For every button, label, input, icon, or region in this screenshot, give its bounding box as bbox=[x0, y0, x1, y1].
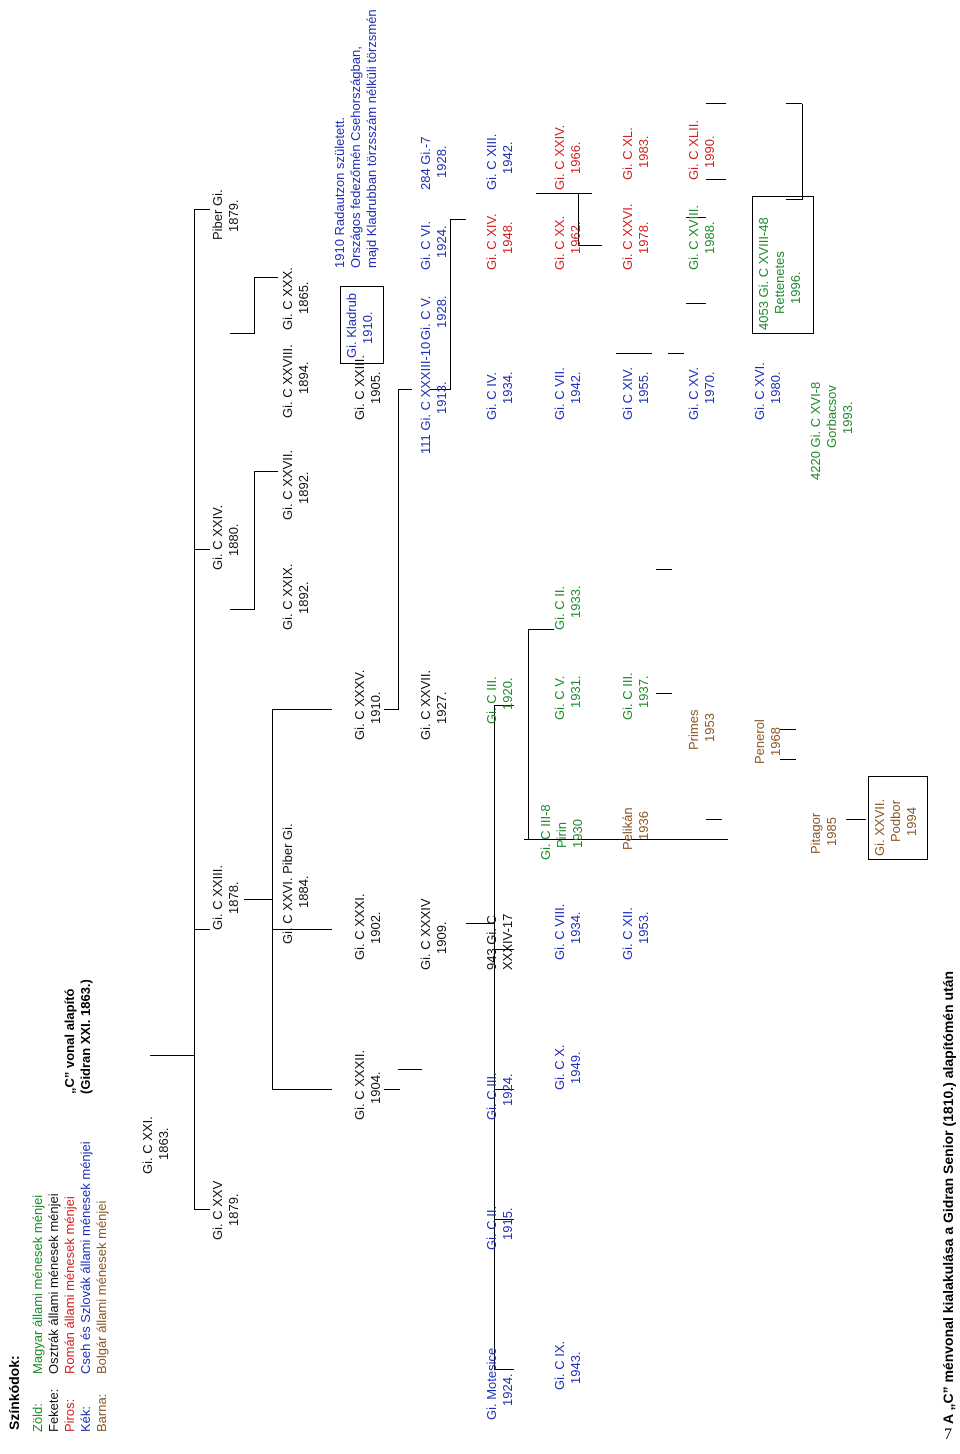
node-penerol-1968-name: Penerol bbox=[752, 719, 767, 764]
connector-line bbox=[616, 353, 652, 354]
node-c40-1983-year: 1983. bbox=[636, 135, 651, 168]
connector-line bbox=[254, 472, 255, 610]
node-motesice-1924-year: 1924. bbox=[500, 1373, 515, 1406]
connector-line bbox=[254, 277, 278, 278]
node-c16-1980-year: 1980. bbox=[768, 371, 783, 404]
node-c14-1948-year: 1948. bbox=[500, 221, 515, 254]
connector-line bbox=[384, 1089, 400, 1090]
connector-line bbox=[384, 709, 398, 710]
node-c20-1962-name: Gi. C XX. bbox=[552, 215, 567, 270]
node-c13-1942-year: 1942. bbox=[500, 141, 515, 174]
node-c35-1910-year: 1910. bbox=[368, 691, 383, 724]
node-primes-1953-year: 1953 bbox=[702, 713, 717, 742]
node-c24-1966-year: 1966. bbox=[568, 141, 583, 174]
node-c7-1942-name: Gi. C VII. bbox=[552, 367, 567, 420]
connector-line bbox=[398, 390, 399, 710]
founder-heading-line2: (Gidran XXI. 1863.) bbox=[78, 979, 93, 1094]
node-c5-1931-name: Gi. C V. bbox=[552, 675, 567, 720]
page-number: 7 bbox=[944, 1426, 952, 1443]
node-c4-1934-name: Gi. C IV. bbox=[484, 372, 499, 420]
node-c3-1920-year: 1920. bbox=[500, 677, 515, 710]
node-c35-1910-name: Gi. C XXXV. bbox=[352, 669, 367, 740]
node-c6-1924-name: Gi. C VI. bbox=[418, 220, 433, 270]
connector-line bbox=[398, 1069, 422, 1070]
connector-line bbox=[254, 471, 278, 472]
connector-line bbox=[194, 1209, 210, 1210]
node-c29-1892-name: Gi. C XXIX. bbox=[280, 563, 295, 630]
node-c26-1978-name: Gi. C XXVI. bbox=[620, 203, 635, 270]
node-c3-1920-name: Gi. C III. bbox=[484, 676, 499, 724]
node-c23-1905-name: Gi. C XXIII. bbox=[352, 354, 367, 420]
node-c2-1933-year: 1933. bbox=[568, 585, 583, 618]
node-g284-1928-name: 284 Gi.-7 bbox=[418, 136, 433, 190]
legend-text-brown: Bolgár állami ménesek ménjei bbox=[94, 1200, 109, 1374]
node-c14-1955-year: 1955. bbox=[636, 371, 651, 404]
node-c42-1990-name: Gi. C XLII. bbox=[686, 120, 701, 180]
note-line2: Országos fedezőmén Csehországban, bbox=[348, 46, 363, 268]
node-c3-8-1930-sub: Pirin bbox=[554, 821, 569, 848]
node-root-year: 1863. bbox=[156, 1127, 171, 1160]
node-pelikan-1936-year: 1936 bbox=[636, 811, 651, 840]
node-c14-1880-year: 1880. bbox=[226, 523, 241, 556]
connector-line bbox=[686, 303, 706, 304]
connector-line bbox=[656, 693, 672, 694]
node-c3-1924-year: 1924. bbox=[500, 1073, 515, 1106]
connector-line bbox=[244, 899, 272, 900]
node-c10-1949-year: 1949. bbox=[568, 1051, 583, 1084]
node-c18-1988-year: 1988. bbox=[702, 221, 717, 254]
legend-key-blue: Kék: bbox=[78, 1405, 93, 1432]
connector-line bbox=[450, 219, 466, 220]
node-c27-1892-name: Gi. C XXVII. bbox=[280, 449, 295, 520]
node-c4-1934-year: 1934. bbox=[500, 371, 515, 404]
node-c14-1948-name: Gi. C XIV. bbox=[484, 213, 499, 270]
node-c2-1915-name: Gi. C II. bbox=[484, 1205, 499, 1250]
node-c3-1924-name: Gi. C III. bbox=[484, 1072, 499, 1120]
node-c7-1942-year: 1942. bbox=[568, 371, 583, 404]
node-primes-1953-name: Primes bbox=[686, 709, 701, 750]
figure-caption: A „C” ménvonal kialakulása a Gidran Senior (1810.) alapítómén után bbox=[940, 970, 956, 1424]
node-c5-1928-name: Gi. C V. bbox=[418, 295, 433, 340]
node-pitagor-1985-year: 1985 bbox=[824, 817, 839, 846]
node-c32-1904-name: Gi. C XXXII. bbox=[352, 1049, 367, 1120]
node-c5-1928-year: 1928. bbox=[434, 295, 449, 328]
connector-line bbox=[656, 569, 672, 570]
node-c3-1937-year: 1937. bbox=[636, 675, 651, 708]
node-c42-1990-year: 1990. bbox=[702, 135, 717, 168]
connector-line bbox=[254, 278, 255, 334]
node-c26-1978-year: 1978. bbox=[636, 221, 651, 254]
node-g4053-name: 4053 Gi. C XVIII-48 bbox=[756, 217, 771, 330]
node-c27-1927-name: Gi. C XXVII. bbox=[418, 669, 433, 740]
node-g4220-sub: Gorbacsov bbox=[824, 385, 839, 448]
node-c6-1924-year: 1924. bbox=[434, 225, 449, 258]
node-pelikan-1936-name: Pelikán bbox=[620, 807, 635, 850]
connector-line bbox=[786, 103, 802, 104]
connector-line bbox=[272, 710, 273, 1090]
connector-line bbox=[194, 209, 210, 210]
node-c23-1905-year: 1905. bbox=[368, 371, 383, 404]
connector-line bbox=[780, 759, 796, 760]
legend-key-green: Zöld: bbox=[30, 1403, 45, 1432]
node-c32-1904-year: 1904. bbox=[368, 1071, 383, 1104]
node-c24-1966-name: Gi. C XXIV. bbox=[552, 124, 567, 190]
node-c10-1949-name: Gi. C X. bbox=[552, 1044, 567, 1090]
node-c8-1934-name: Gi. C VIII. bbox=[552, 903, 567, 960]
founder-heading-line1: „C” vonal alapító bbox=[62, 988, 77, 1094]
node-c13-1878-name: Gi. C XXIII. bbox=[210, 864, 225, 930]
legend-text-red: Román állami ménesek ménjei bbox=[62, 1196, 77, 1374]
node-c3-1937-name: Gi. C III. bbox=[620, 672, 635, 720]
node-c18-1988-name: Gi. C XVIII. bbox=[686, 204, 701, 270]
node-c28-1894-name: Gi. C XXVIII. bbox=[280, 344, 295, 418]
node-c943-name: 943 Gi. C bbox=[484, 915, 499, 970]
connector-line bbox=[706, 179, 726, 180]
node-c27-1927-year: 1927. bbox=[434, 691, 449, 724]
node-c26-1884-year: 1884. bbox=[296, 875, 311, 908]
connector-line bbox=[668, 353, 684, 354]
note-line3: majd Kladrubban törzsszám nélküli törzsmén bbox=[364, 9, 379, 268]
node-c5-1931-year: 1931. bbox=[568, 675, 583, 708]
node-c40-1983-name: Gi. C XL. bbox=[620, 127, 635, 180]
connector-line bbox=[536, 193, 578, 194]
node-motesice-1924-name: Gi. Motesice bbox=[484, 1347, 499, 1420]
connector-line bbox=[150, 1055, 194, 1056]
node-penerol-1968-year: 1968 bbox=[768, 727, 783, 756]
node-g4053-sub: Rettenetes bbox=[772, 251, 787, 314]
node-g4220-name: 4220 Gi. C XVI-8 bbox=[808, 381, 823, 480]
node-c14-1880-name: Gi. C XXIV. bbox=[210, 504, 225, 570]
node-g4053-year: 1996. bbox=[788, 271, 803, 304]
connector-line bbox=[528, 630, 529, 840]
node-root-name: Gi. C XXI. bbox=[140, 1116, 155, 1174]
node-c14-1955-name: Gi C XIV. bbox=[620, 367, 635, 420]
legend-key-red: Piros: bbox=[62, 1398, 77, 1432]
connector-line bbox=[578, 193, 592, 194]
node-c34-1909-year: 1909. bbox=[434, 921, 449, 954]
node-c31-1902-name: Gi. C XXXI. bbox=[352, 893, 367, 960]
legend-text-black: Osztrák állami ménesek ménjei bbox=[46, 1193, 61, 1374]
node-c3-8-1930-year: 1930 bbox=[570, 819, 585, 848]
node-kladrub-year: 1910. bbox=[360, 311, 375, 344]
connector-line bbox=[194, 929, 210, 930]
connector-line bbox=[272, 709, 332, 710]
connector-line bbox=[528, 629, 554, 630]
node-c111-1913-name: 111 Gi. C XXXIII-10 bbox=[418, 341, 433, 454]
node-c30-1865-name: Gi. C XXX. bbox=[280, 267, 295, 330]
node-c9-1943-name: Gi. C IX. bbox=[552, 1340, 567, 1390]
connector-line bbox=[706, 103, 726, 104]
node-piber-1879-year: 1879. bbox=[226, 199, 241, 232]
connector-line bbox=[272, 1089, 332, 1090]
legend-key-black: Fekete: bbox=[46, 1388, 61, 1432]
connector-line bbox=[230, 333, 254, 334]
connector-line bbox=[802, 104, 803, 200]
connector-line bbox=[846, 819, 866, 820]
node-c20-1962-year: 1962. bbox=[568, 221, 583, 254]
node-c25-1879-name: Gi. C XXV bbox=[210, 1180, 225, 1240]
node-c27-podbor-sub: Podbor bbox=[888, 800, 903, 842]
node-c13-1942-name: Gi. C XIII. bbox=[484, 133, 499, 190]
node-c15-1970-year: 1970. bbox=[702, 371, 717, 404]
connector-line bbox=[706, 819, 722, 820]
node-g284-1928-year: 1928. bbox=[434, 145, 449, 178]
node-c943-year: XXXIV-17 bbox=[500, 913, 515, 970]
legend-text-green: Magyar állami ménesek ménjei bbox=[30, 1194, 45, 1374]
node-c2-1915-year: 1915. bbox=[500, 1207, 515, 1240]
node-c12-1953-year: 1953. bbox=[636, 911, 651, 944]
node-c29-1892-year: 1892. bbox=[296, 581, 311, 614]
node-c15-1970-name: Gi. C XV. bbox=[686, 367, 701, 420]
node-pitagor-1985-name: Pitagor bbox=[808, 812, 823, 854]
node-c30-1865-year: 1865. bbox=[296, 281, 311, 314]
node-c13-1878-year: 1878. bbox=[226, 881, 241, 914]
legend-text-blue: Cseh és Szlovák állami ménesek ménjei bbox=[78, 1141, 93, 1374]
node-c9-1943-year: 1943. bbox=[568, 1351, 583, 1384]
node-c31-1902-year: 1902. bbox=[368, 911, 383, 944]
node-c12-1953-name: Gi. C XII. bbox=[620, 907, 635, 960]
node-c8-1934-year: 1934. bbox=[568, 911, 583, 944]
node-c27-podbor-year: 1994 bbox=[904, 807, 919, 836]
legend-key-brown: Barna: bbox=[94, 1393, 109, 1432]
connector-line bbox=[230, 609, 254, 610]
connector-line bbox=[398, 389, 412, 390]
note-line1: 1910 Radautzon született. bbox=[332, 116, 347, 268]
connector-line bbox=[194, 549, 210, 550]
node-c28-1894-year: 1894. bbox=[296, 361, 311, 394]
node-kladrub-name: Gi. Kladrub bbox=[344, 292, 359, 358]
node-c26-1884-name: Gi. C XXVI. Piber Gi. bbox=[280, 823, 295, 944]
node-c2-1933-name: Gi. C II. bbox=[552, 585, 567, 630]
legend-title: Színkódok: bbox=[6, 1355, 22, 1430]
node-c16-1980-name: Gi. C XVI. bbox=[752, 362, 767, 420]
node-g4220-year: 1993. bbox=[840, 401, 855, 434]
node-c27-podbor-name: Gi. XXVII. bbox=[872, 798, 887, 856]
connector-line bbox=[450, 220, 451, 390]
node-c25-1879-year: 1879. bbox=[226, 1193, 241, 1226]
node-c3-8-1930-name: Gi. C III-8 bbox=[538, 804, 553, 860]
node-c111-1913-year: 1913. bbox=[434, 381, 449, 414]
connector-line bbox=[494, 706, 495, 1370]
connector-line bbox=[194, 210, 195, 1210]
node-piber-1879-name: Piber Gi. bbox=[210, 189, 225, 240]
node-c27-1892-year: 1892. bbox=[296, 471, 311, 504]
node-c34-1909-name: Gi. C XXXIV bbox=[418, 898, 433, 970]
